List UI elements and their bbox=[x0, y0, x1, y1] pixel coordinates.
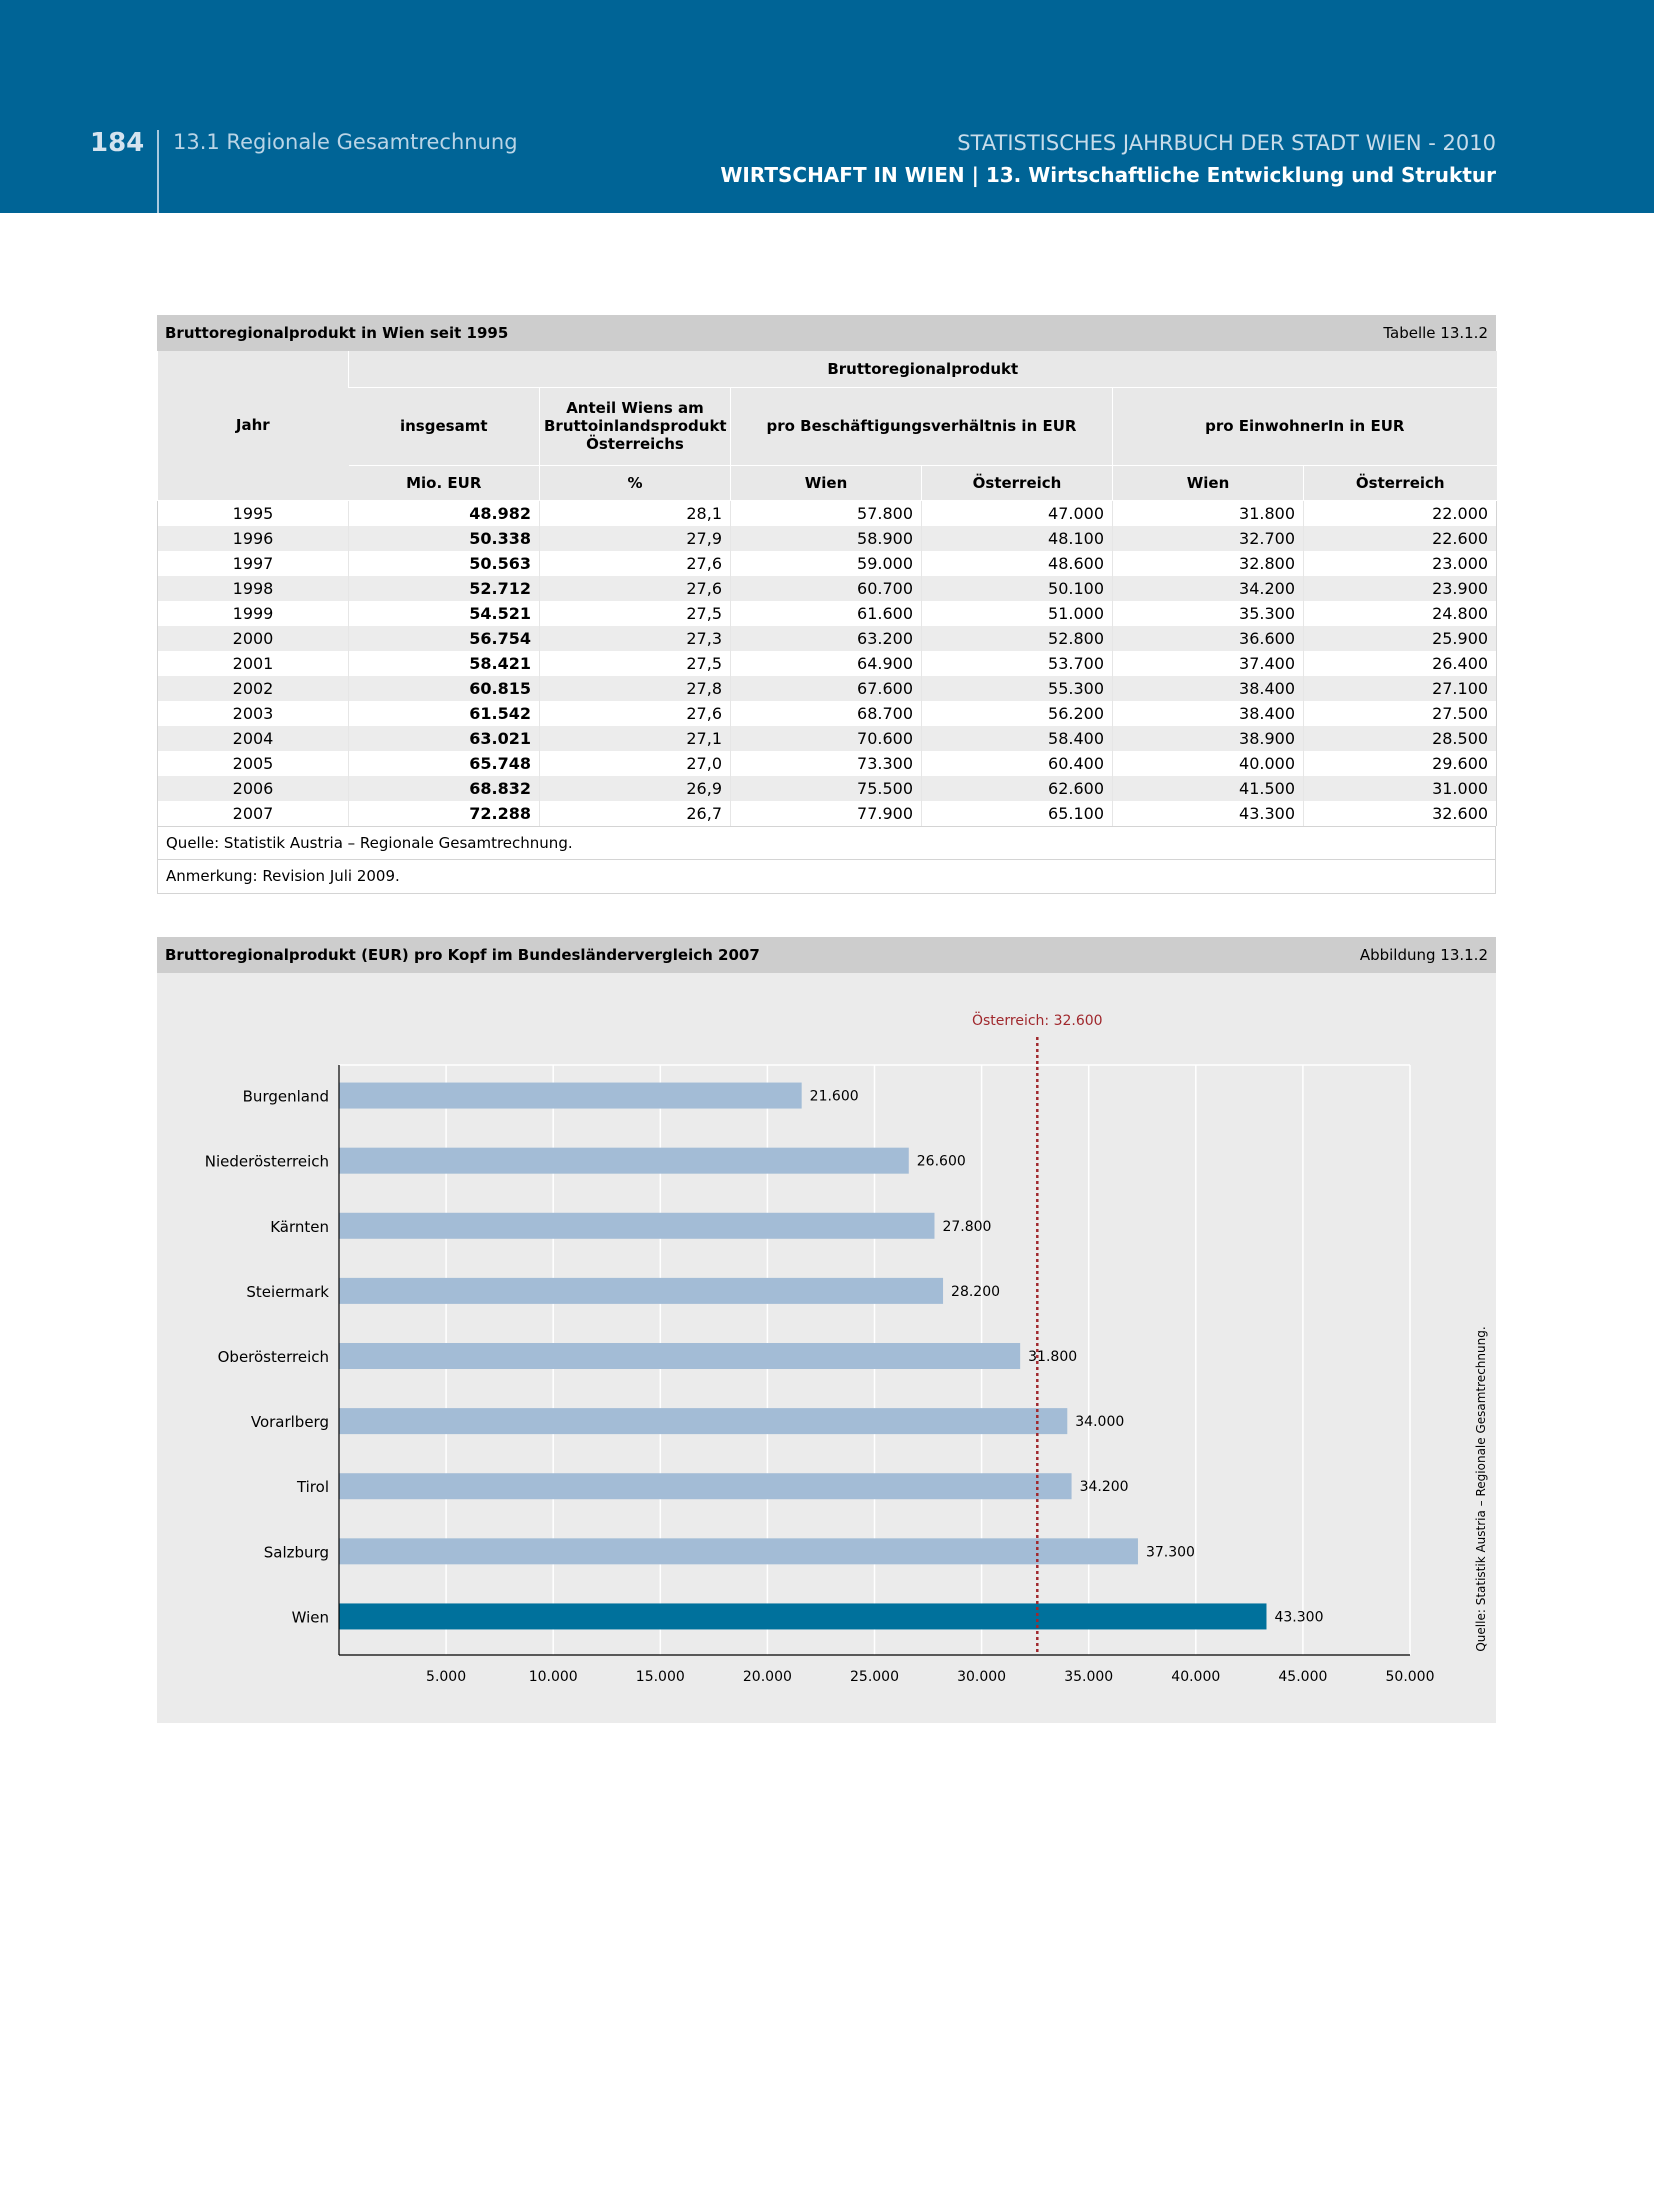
header-jahr: Jahr bbox=[158, 351, 349, 500]
table-row bbox=[158, 526, 1497, 551]
table-cell: 2000 bbox=[158, 626, 349, 651]
bar bbox=[339, 1473, 1072, 1499]
value-label: 31.800 bbox=[1028, 1349, 1078, 1365]
category-label: Steiermark bbox=[246, 1282, 329, 1301]
bar bbox=[339, 1213, 934, 1239]
table-cell: 43.300 bbox=[1113, 801, 1304, 826]
table-title: Bruttoregionalprodukt in Wien seit 1995 bbox=[165, 324, 509, 342]
table-cell: 73.300 bbox=[731, 751, 922, 776]
x-tick-label: 20.000 bbox=[742, 1669, 792, 1685]
table-cell: 2002 bbox=[158, 676, 349, 701]
table-cell: 22.000 bbox=[1304, 500, 1497, 526]
table-cell: 2004 bbox=[158, 726, 349, 751]
table-cell: 27,1 bbox=[540, 726, 731, 751]
section-title: 13.1 Regionale Gesamtrechnung bbox=[173, 130, 518, 154]
bar bbox=[339, 1408, 1067, 1434]
x-tick-label: 25.000 bbox=[850, 1669, 899, 1685]
table-cell: 1997 bbox=[158, 551, 349, 576]
x-tick-label: 50.000 bbox=[1385, 1669, 1435, 1685]
table-cell: 65.748 bbox=[349, 751, 540, 776]
table-cell: 64.900 bbox=[731, 651, 922, 676]
table-cell: 58.900 bbox=[731, 526, 922, 551]
table-row bbox=[158, 676, 1497, 701]
table-cell: 27,0 bbox=[540, 751, 731, 776]
header-einwohner: pro EinwohnerIn in EUR bbox=[1113, 387, 1497, 465]
header-beschaeftigung: pro Beschäftigungsverhältnis in EUR bbox=[731, 387, 1113, 465]
bar-chart bbox=[157, 937, 1496, 1723]
bar bbox=[339, 1343, 1020, 1369]
chart-source: Quelle: Statistik Austria – Regionale Gesamtrechnung. bbox=[1474, 1326, 1488, 1652]
table-cell: 60.400 bbox=[922, 751, 1113, 776]
x-tick-label: 40.000 bbox=[1171, 1669, 1221, 1685]
table-cell: 67.600 bbox=[731, 676, 922, 701]
table-cell: 40.000 bbox=[1113, 751, 1304, 776]
table-cell: 1996 bbox=[158, 526, 349, 551]
table-cell: 27,3 bbox=[540, 626, 731, 651]
table-cell: 48.982 bbox=[349, 500, 540, 526]
table-cell: 38.900 bbox=[1113, 726, 1304, 751]
table-cell: 32.700 bbox=[1113, 526, 1304, 551]
table-cell: 2007 bbox=[158, 801, 349, 826]
table-cell: 26,7 bbox=[540, 801, 731, 826]
table-row bbox=[158, 726, 1497, 751]
category-label: Kärnten bbox=[270, 1217, 329, 1236]
table-cell: 2003 bbox=[158, 701, 349, 726]
table-cell: 27.100 bbox=[1304, 676, 1497, 701]
table-cell: 2001 bbox=[158, 651, 349, 676]
table-cell: 50.338 bbox=[349, 526, 540, 551]
bar bbox=[339, 1148, 909, 1174]
table-cell: 31.000 bbox=[1304, 776, 1497, 801]
header-wien-1: Wien bbox=[731, 465, 922, 500]
chart-label: Abbildung 13.1.2 bbox=[1359, 946, 1488, 964]
table-cell: 75.500 bbox=[731, 776, 922, 801]
book-title: STATISTISCHES JAHRBUCH DER STADT WIEN - 2010 bbox=[957, 131, 1496, 155]
table-cell: 61.542 bbox=[349, 701, 540, 726]
x-tick-label: 35.000 bbox=[1064, 1669, 1114, 1685]
table-cell: 27,5 bbox=[540, 601, 731, 626]
table-cell: 65.100 bbox=[922, 801, 1113, 826]
x-tick-label: 10.000 bbox=[528, 1669, 578, 1685]
table-row bbox=[158, 601, 1497, 626]
table-cell: 27,8 bbox=[540, 676, 731, 701]
value-label: 34.200 bbox=[1079, 1479, 1129, 1496]
table-cell: 51.000 bbox=[922, 601, 1113, 626]
table-cell: 57.800 bbox=[731, 500, 922, 526]
table-row bbox=[158, 551, 1497, 576]
table-cell: 29.600 bbox=[1304, 751, 1497, 776]
table-cell: 56.754 bbox=[349, 626, 540, 651]
table-row bbox=[158, 801, 1497, 826]
table-cell: 32.800 bbox=[1113, 551, 1304, 576]
table-source: Quelle: Statistik Austria – Regionale Gesamtrechnung. bbox=[157, 826, 1496, 860]
category-label: Oberösterreich bbox=[217, 1348, 329, 1366]
header-insgesamt: insgesamt bbox=[349, 387, 540, 465]
table-cell: 72.288 bbox=[349, 801, 540, 826]
table-cell: 27,6 bbox=[540, 576, 731, 601]
table-cell: 2006 bbox=[158, 776, 349, 801]
table-cell: 53.700 bbox=[922, 651, 1113, 676]
table-cell: 52.800 bbox=[922, 626, 1113, 651]
table-cell: 58.400 bbox=[922, 726, 1113, 751]
x-tick-label: 45.000 bbox=[1278, 1669, 1328, 1685]
table-cell: 32.600 bbox=[1304, 801, 1497, 826]
table-row bbox=[158, 701, 1497, 726]
table-cell: 34.200 bbox=[1113, 576, 1304, 601]
table-cell: 54.521 bbox=[349, 601, 540, 626]
header-oesterreich-2: Österreich bbox=[1304, 465, 1497, 500]
page-number: 184 bbox=[90, 128, 145, 158]
value-label: 21.600 bbox=[809, 1088, 859, 1105]
table-cell: 68.832 bbox=[349, 776, 540, 801]
table-row bbox=[158, 576, 1497, 601]
table-cell: 37.400 bbox=[1113, 651, 1304, 676]
reference-label: Österreich: 32.600 bbox=[971, 1013, 1103, 1029]
table-cell: 61.600 bbox=[731, 601, 922, 626]
value-label: 37.300 bbox=[1145, 1544, 1195, 1561]
bar bbox=[339, 1083, 802, 1109]
table-cell: 55.300 bbox=[922, 676, 1113, 701]
table-row bbox=[158, 751, 1497, 776]
value-label: 26.600 bbox=[916, 1153, 966, 1170]
table-row bbox=[158, 651, 1497, 676]
table-cell: 27,6 bbox=[540, 551, 731, 576]
value-label: 28.200 bbox=[951, 1283, 1001, 1300]
table-cell: 2005 bbox=[158, 751, 349, 776]
header-group: Bruttoregionalprodukt bbox=[349, 351, 1497, 387]
table-cell: 38.400 bbox=[1113, 676, 1304, 701]
table-cell: 56.200 bbox=[922, 701, 1113, 726]
table-cell: 58.421 bbox=[349, 651, 540, 676]
category-label: Tirol bbox=[296, 1478, 329, 1497]
table-cell: 48.600 bbox=[922, 551, 1113, 576]
table-label: Tabelle 13.1.2 bbox=[1383, 324, 1488, 342]
bar bbox=[339, 1538, 1138, 1564]
table-cell: 68.700 bbox=[731, 701, 922, 726]
table-cell: 50.100 bbox=[922, 576, 1113, 601]
chart-title: Bruttoregionalprodukt (EUR) pro Kopf im Bundesländervergleich 2007 bbox=[165, 946, 760, 964]
table-cell: 63.021 bbox=[349, 726, 540, 751]
table-caption-bar bbox=[157, 315, 1496, 351]
value-label: 27.800 bbox=[942, 1218, 992, 1235]
table-cell: 1995 bbox=[158, 500, 349, 526]
table-cell: 26,9 bbox=[540, 776, 731, 801]
bar bbox=[339, 1278, 943, 1304]
table-cell: 28.500 bbox=[1304, 726, 1497, 751]
table-row bbox=[158, 500, 1497, 526]
table-cell: 26.400 bbox=[1304, 651, 1497, 676]
table-cell: 35.300 bbox=[1113, 601, 1304, 626]
table-cell: 60.815 bbox=[349, 676, 540, 701]
table-cell: 70.600 bbox=[731, 726, 922, 751]
category-label: Niederösterreich bbox=[204, 1152, 329, 1171]
header-oesterreich-1: Österreich bbox=[922, 465, 1113, 500]
table-cell: 59.000 bbox=[731, 551, 922, 576]
table-cell: 48.100 bbox=[922, 526, 1113, 551]
category-label: Burgenland bbox=[242, 1087, 329, 1106]
table-cell: 77.900 bbox=[731, 801, 922, 826]
table-cell: 63.200 bbox=[731, 626, 922, 651]
table-cell: 36.600 bbox=[1113, 626, 1304, 651]
table-cell: 27,9 bbox=[540, 526, 731, 551]
table-cell: 23.900 bbox=[1304, 576, 1497, 601]
table-cell: 23.000 bbox=[1304, 551, 1497, 576]
x-tick-label: 5.000 bbox=[426, 1669, 467, 1685]
table-cell: 27.500 bbox=[1304, 701, 1497, 726]
table-cell: 27,6 bbox=[540, 701, 731, 726]
table-cell: 62.600 bbox=[922, 776, 1113, 801]
table-cell: 47.000 bbox=[922, 500, 1113, 526]
table-cell: 50.563 bbox=[349, 551, 540, 576]
table-cell: 22.600 bbox=[1304, 526, 1497, 551]
table-body bbox=[158, 500, 1497, 826]
table-cell: 41.500 bbox=[1113, 776, 1304, 801]
value-label: 34.000 bbox=[1075, 1414, 1125, 1431]
category-label: Vorarlberg bbox=[250, 1413, 329, 1432]
table-cell: 1998 bbox=[158, 576, 349, 601]
header-anteil: Anteil Wiens am Bruttoinlandsprodukt Österreichs bbox=[540, 387, 731, 465]
x-tick-label: 30.000 bbox=[957, 1669, 1007, 1685]
table-row bbox=[158, 626, 1497, 651]
chapter-title: WIRTSCHAFT IN WIEN | 13. Wirtschaftliche Entwicklung und Struktur bbox=[720, 163, 1496, 187]
table-cell: 24.800 bbox=[1304, 601, 1497, 626]
table-cell: 25.900 bbox=[1304, 626, 1497, 651]
header-unit-pct: % bbox=[540, 465, 731, 500]
value-label: 43.300 bbox=[1274, 1609, 1324, 1626]
brp-table bbox=[157, 351, 1497, 826]
header-divider bbox=[157, 130, 159, 213]
brp-chart-block bbox=[157, 937, 1496, 1723]
table-cell: 27,5 bbox=[540, 651, 731, 676]
table-cell: 60.700 bbox=[731, 576, 922, 601]
category-label: Salzburg bbox=[263, 1543, 329, 1562]
brp-table-block bbox=[157, 315, 1496, 894]
table-cell: 28,1 bbox=[540, 500, 731, 526]
header-unit-mio: Mio. EUR bbox=[349, 465, 540, 500]
bar bbox=[339, 1603, 1266, 1629]
header-wien-2: Wien bbox=[1113, 465, 1304, 500]
x-tick-label: 15.000 bbox=[635, 1669, 685, 1685]
table-cell: 31.800 bbox=[1113, 500, 1304, 526]
table-cell: 38.400 bbox=[1113, 701, 1304, 726]
table-cell: 1999 bbox=[158, 601, 349, 626]
table-cell: 52.712 bbox=[349, 576, 540, 601]
table-note: Anmerkung: Revision Juli 2009. bbox=[157, 860, 1496, 894]
category-label: Wien bbox=[291, 1608, 329, 1627]
table-row bbox=[158, 776, 1497, 801]
